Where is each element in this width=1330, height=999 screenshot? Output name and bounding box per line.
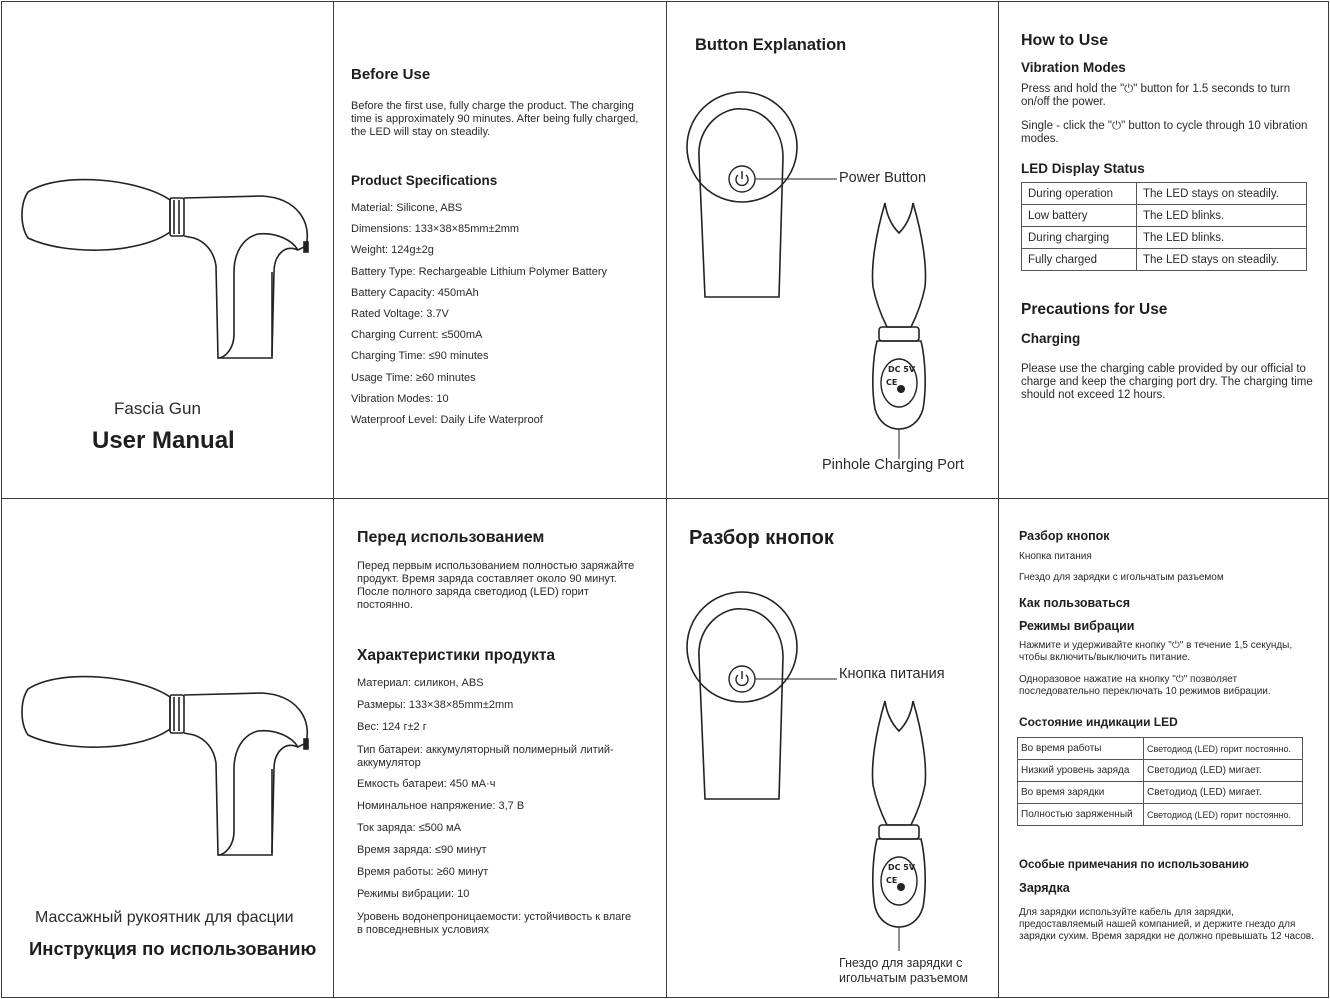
led-status-table: [1017, 737, 1303, 826]
led-behavior: The LED stays on steadily.: [1137, 249, 1307, 271]
spec-item: Dimensions: 133×38×85mm±2mm: [351, 223, 520, 236]
spec-item: Режимы вибрации: 10: [357, 888, 470, 900]
spec-item: Weight: 124g±2g: [351, 244, 434, 257]
product-name: Fascia Gun: [114, 399, 201, 418]
product-name: Массажный рукоятник для фасции: [35, 909, 294, 926]
led-status-heading: LED Display Status: [1021, 161, 1145, 176]
table-row: [1022, 227, 1307, 249]
charging-heading: Charging: [1021, 331, 1081, 346]
specs-list: [357, 677, 637, 940]
before-use-text: Before the first use, fully charge the product. The charging time is approximately 90 minutes. After being fully charged, the LED will stay on steadily.: [351, 100, 639, 138]
cover-panel-en: [1, 1, 334, 499]
press-hold-text: Нажмите и удерживайте кнопку "⏻" в течение 1,5 секунды, чтобы включить/выключить питание.: [1019, 640, 1293, 663]
before-use-heading: Перед использованием: [357, 529, 545, 546]
vibration-modes-heading: Vibration Modes: [1021, 60, 1126, 75]
manual-title: User Manual: [92, 427, 235, 454]
spec-item: Battery Type: Rechargeable Lithium Polymer Battery: [351, 265, 607, 278]
led-behavior: The LED blinks.: [1137, 227, 1307, 249]
led-state: Во время зарядки: [1018, 782, 1144, 804]
manual-title: Инструкция по использованию: [29, 938, 317, 959]
led-state: During operation: [1022, 183, 1137, 205]
cover-panel-ru: [1, 498, 334, 998]
specs-list: [351, 202, 661, 435]
led-state: Во время работы: [1018, 738, 1144, 760]
button-panel-en: [666, 1, 999, 499]
port-marking-2: CE: [886, 876, 898, 885]
spec-item: Charging Current: ≤500mA: [351, 329, 483, 342]
spec-item: Waterproof Level: Daily Life Waterproof: [351, 413, 543, 426]
press-hold-text: Press and hold the "⏻" button for 1.5 seconds to turn on/off the power.: [1021, 83, 1291, 108]
specs-panel-en: [333, 1, 667, 499]
led-behavior: Светодиод (LED) горит постоянно.: [1144, 738, 1303, 760]
buttons-heading: Разбор кнопок: [1019, 529, 1110, 543]
led-behavior: Светодиод (LED) мигает.: [1144, 782, 1303, 804]
table-row: [1022, 249, 1307, 271]
port-marking-2: CE: [886, 378, 898, 387]
led-state: Полностью заряженный: [1018, 804, 1144, 826]
charging-text: Please use the charging cable provided by our official to charge and keep the charging port dry. The charging time should not exceed 12 hours.: [1021, 363, 1313, 401]
spec-item: Battery Capacity: 450mAh: [351, 286, 479, 299]
single-click-text: Одноразовое нажатие на кнопку "⏻" позволяет последовательно переключать 10 режимов вибрации.: [1019, 674, 1271, 697]
precautions-heading: Precautions for Use: [1021, 301, 1168, 318]
table-row: [1018, 804, 1303, 826]
spec-item: Время работы: ≥60 минут: [357, 866, 489, 878]
power-item: Кнопка питания: [1019, 551, 1092, 562]
power-button-label: Power Button: [839, 170, 927, 186]
button-explanation-heading: Разбор кнопок: [689, 527, 834, 549]
spec-item: Vibration Modes: 10: [351, 392, 449, 405]
button-panel-ru: [666, 498, 999, 998]
before-use-heading: Before Use: [351, 66, 431, 83]
table-row: [1018, 760, 1303, 782]
specs-heading: Характеристики продукта: [357, 647, 556, 664]
single-click-text: Single - click the "⏻" button to cycle through 10 vibration modes.: [1021, 120, 1308, 145]
led-state: During charging: [1022, 227, 1137, 249]
before-use-text: Перед первым использованием полностью заряжайте продукт. Время заряда составляет около 90 минут. После полного заряда светодиод (LED) горит постоянно.: [357, 560, 635, 611]
table-row: [1022, 183, 1307, 205]
spec-item: Charging Time: ≤90 minutes: [351, 350, 489, 363]
device-front-illustration: [687, 87, 987, 487]
charging-port-label: Pinhole Charging Port: [822, 457, 964, 473]
table-row: [1022, 205, 1307, 227]
spec-item: Вес: 124 г±2 г: [357, 721, 427, 733]
charging-heading: Зарядка: [1019, 881, 1070, 895]
spec-item: Ток заряда: ≤500 мА: [357, 822, 461, 834]
specs-panel-ru: [333, 498, 667, 998]
spec-item: Rated Voltage: 3.7V: [351, 307, 449, 320]
led-behavior: The LED stays on steadily.: [1137, 183, 1307, 205]
led-status-table: [1021, 182, 1307, 271]
power-button-label: Кнопка питания: [839, 666, 945, 682]
table-row: [1018, 738, 1303, 760]
how-to-use-heading: Как пользоваться: [1019, 596, 1131, 610]
led-status-heading: Состояние индикации LED: [1019, 715, 1178, 729]
spec-item: Material: Silicone, ABS: [351, 202, 463, 214]
led-state: Fully charged: [1022, 249, 1137, 271]
spec-item: Тип батареи: аккумуляторный полимерный литий-аккумулятор: [357, 744, 614, 769]
specs-heading: Product Specifications: [351, 173, 498, 188]
how-to-use-panel-ru: [998, 498, 1329, 998]
led-state: Low battery: [1022, 205, 1137, 227]
charging-text: Для зарядки используйте кабель для зарядки, предоставляемый нашей компанией, и держите гнездо для зарядки сухим. Время зарядки не должно превышать 12 часов.: [1019, 907, 1314, 942]
table-row: [1018, 782, 1303, 804]
button-explanation-heading: Button Explanation: [695, 36, 847, 54]
port-marking-1: DC 5V: [888, 863, 916, 872]
port-item: Гнездо для зарядки с игольчатым разъемом: [1019, 572, 1224, 583]
how-to-use-panel-en: [998, 1, 1329, 499]
spec-item: Емкость батареи: 450 мА·ч: [357, 778, 496, 790]
spec-item: Материал: силикон, ABS: [357, 677, 484, 689]
charging-port-label: Гнездо для зарядки с игольчатым разъемом: [839, 956, 969, 985]
vibration-modes-heading: Режимы вибрации: [1019, 619, 1135, 633]
device-front-illustration: [687, 587, 987, 987]
led-behavior: Светодиод (LED) горит постоянно.: [1144, 804, 1303, 826]
spec-item: Usage Time: ≥60 minutes: [351, 371, 476, 384]
spec-item: Время заряда: ≤90 минут: [357, 844, 487, 856]
port-marking-1: DC 5V: [888, 365, 916, 374]
spec-item: Номинальное напряжение: 3,7 В: [357, 800, 525, 812]
massager-illustration: [22, 172, 322, 372]
precautions-heading: Особые примечания по использованию: [1019, 859, 1249, 871]
led-behavior: The LED blinks.: [1137, 205, 1307, 227]
spec-item: Размеры: 133×38×85mm±2mm: [357, 699, 514, 711]
led-behavior: Светодиод (LED) мигает.: [1144, 760, 1303, 782]
led-state: Низкий уровень заряда: [1018, 760, 1144, 782]
how-to-use-heading: How to Use: [1021, 32, 1109, 49]
massager-illustration: [22, 669, 322, 869]
spec-item: Уровень водонепроницаемости: устойчивость к влаге в повседневных условиях: [357, 911, 632, 936]
